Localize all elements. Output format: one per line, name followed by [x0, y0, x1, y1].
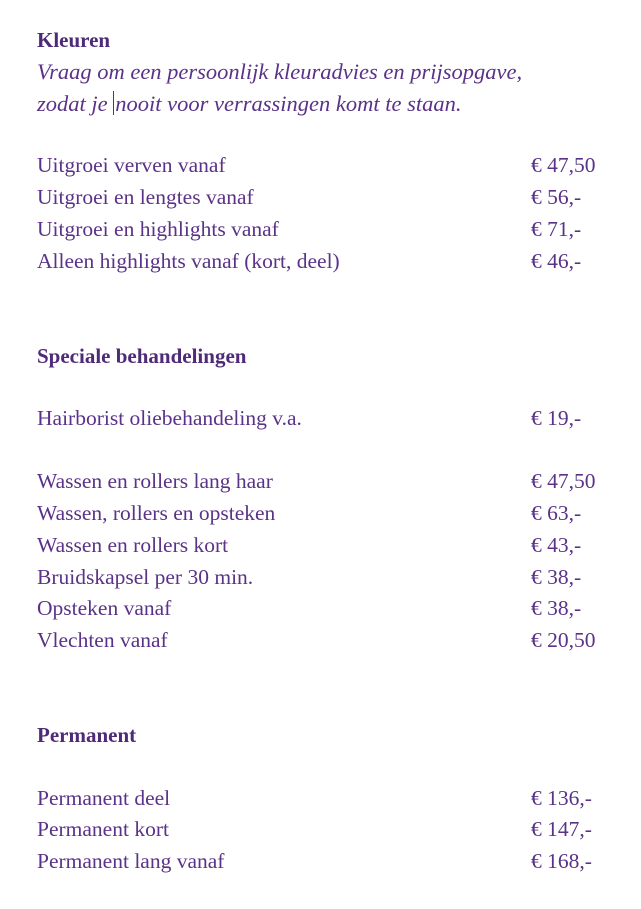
price-item-label: Bruidskapsel per 30 min.	[37, 565, 254, 589]
price-item-label: Uitgroei en lengtes vanaf	[37, 185, 254, 209]
kleuren-intro-text-a: zodat je	[37, 91, 114, 116]
price-item-value: € 20,50	[531, 628, 596, 652]
price-item-value: € 46,-	[531, 249, 582, 273]
price-row-kleuren-1	[37, 149, 605, 181]
price-row-kleuren-3	[37, 213, 605, 245]
price-item-value: € 43,-	[531, 533, 582, 557]
price-row-kleuren-2	[37, 181, 605, 213]
price-row-kleuren-4	[37, 245, 605, 277]
price-item-value: € 38,-	[531, 596, 582, 620]
price-row-permanent-2	[37, 813, 605, 845]
section-title-kleuren: Kleuren	[37, 28, 111, 52]
price-item-value: € 47,50	[531, 469, 596, 493]
price-row-speciale-4	[37, 529, 605, 561]
price-item-label: Permanent deel	[37, 786, 171, 810]
price-row-permanent-3	[37, 845, 605, 877]
price-row-speciale-7	[37, 624, 605, 656]
price-item-value: € 136,-	[531, 786, 592, 810]
price-item-label: Vlechten vanaf	[37, 628, 168, 652]
price-row-speciale-6	[37, 592, 605, 624]
price-item-label: Wassen en rollers lang haar	[37, 469, 273, 493]
price-item-value: € 147,-	[531, 817, 592, 841]
price-row-speciale-2	[37, 465, 605, 497]
price-item-value: € 38,-	[531, 565, 582, 589]
price-item-label: Alleen highlights vanaf (kort, deel)	[37, 249, 340, 273]
price-item-label: Opsteken vanaf	[37, 596, 172, 620]
kleuren-intro-text-b: nooit voor verrassingen komt te staan.	[115, 91, 462, 116]
price-row-speciale-3	[37, 497, 605, 529]
price-item-label: Permanent lang vanaf	[37, 849, 225, 873]
kleuren-intro-line-1: Vraag om een persoonlijk kleuradvies en prijsopgave,	[37, 59, 523, 84]
price-item-value: € 71,-	[531, 217, 582, 241]
price-item-label: Wassen, rollers en opsteken	[37, 501, 276, 525]
price-item-value: € 47,50	[531, 153, 596, 177]
price-item-value: € 19,-	[531, 406, 582, 430]
price-item-label: Hairborist oliebehandeling v.a.	[37, 406, 302, 430]
price-item-value: € 168,-	[531, 849, 592, 873]
price-item-label: Wassen en rollers kort	[37, 533, 229, 557]
price-item-value: € 56,-	[531, 185, 582, 209]
price-row-permanent-1	[37, 782, 605, 814]
price-row-speciale-5	[37, 561, 605, 593]
price-item-label: Uitgroei en highlights vanaf	[37, 217, 279, 241]
price-row-speciale-1	[37, 402, 605, 434]
section-title-permanent: Permanent	[37, 723, 137, 747]
price-item-label: Permanent kort	[37, 817, 169, 841]
kleuren-intro-line-2	[37, 88, 461, 120]
section-title-speciale-behandelingen: Speciale behandelingen	[37, 344, 247, 368]
price-item-value: € 63,-	[531, 501, 582, 525]
price-item-label: Uitgroei verven vanaf	[37, 153, 226, 177]
